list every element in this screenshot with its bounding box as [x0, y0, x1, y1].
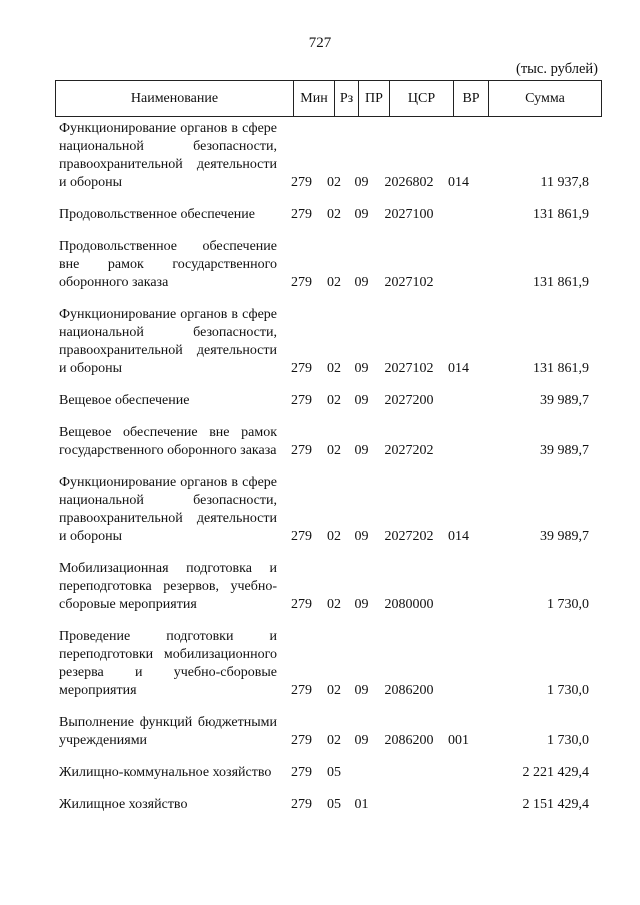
row-sum: 39 989,7 [540, 443, 589, 458]
table-row [55, 796, 601, 814]
row-vr: 001 [448, 733, 469, 748]
row-sum: 131 861,9 [533, 207, 589, 222]
row-min: 279 [291, 361, 312, 376]
row-min: 279 [291, 733, 312, 748]
row-min: 279 [291, 175, 312, 190]
row-pr: 09 [354, 683, 369, 698]
row-csr: 2027200 [384, 393, 434, 408]
row-rz: 02 [327, 733, 341, 748]
row-csr: 2086200 [384, 733, 434, 748]
table-header [55, 80, 602, 117]
units-label: (тыс. рублей) [516, 61, 598, 77]
table-row [55, 206, 601, 224]
row-sum: 1 730,0 [547, 733, 589, 748]
table-row [55, 764, 601, 782]
row-sum: 39 989,7 [540, 529, 589, 544]
page-number: 727 [308, 35, 332, 51]
row-rz: 02 [327, 529, 341, 544]
row-name: Вещевое обеспечение вне рамок государственного оборонного заказа [59, 425, 277, 458]
row-min: 279 [291, 597, 312, 612]
row-rz: 02 [327, 175, 341, 190]
row-name: Вещевое обеспечение [59, 393, 190, 408]
header-name: Наименование [56, 81, 294, 117]
row-rz: 02 [327, 361, 341, 376]
row-sum: 39 989,7 [540, 393, 589, 408]
row-name: Мобилизационная подготовка и переподготовка резервов, учебно-сборовые мероприятия [59, 561, 277, 612]
row-vr: 014 [448, 529, 469, 544]
row-csr: 2027100 [384, 207, 434, 222]
table-row [55, 120, 601, 192]
row-csr: 2027202 [384, 529, 434, 544]
row-pr: 09 [354, 275, 369, 290]
row-csr: 2026802 [384, 175, 434, 190]
row-pr: 09 [354, 207, 369, 222]
row-rz: 02 [327, 597, 341, 612]
header-csr: ЦСР [390, 81, 454, 117]
header-pr: ПР [359, 81, 390, 117]
row-min: 279 [291, 443, 312, 458]
table-row [55, 392, 601, 410]
row-csr: 2027102 [384, 361, 434, 376]
row-name: Жилищное хозяйство [59, 797, 188, 812]
table-body [55, 120, 601, 828]
row-rz: 05 [327, 797, 341, 812]
row-min: 279 [291, 275, 312, 290]
row-min: 279 [291, 683, 312, 698]
row-rz: 02 [327, 207, 341, 222]
row-csr: 2080000 [384, 597, 434, 612]
table-row [55, 424, 601, 460]
table-row [55, 560, 601, 614]
table-row [55, 238, 601, 292]
row-pr: 01 [354, 797, 369, 812]
row-csr: 2027102 [384, 275, 434, 290]
row-min: 279 [291, 393, 312, 408]
row-min: 279 [291, 765, 312, 780]
table-row [55, 306, 601, 378]
table-row [55, 628, 601, 700]
header-vr: ВР [454, 81, 489, 117]
row-min: 279 [291, 797, 312, 812]
row-rz: 02 [327, 683, 341, 698]
row-pr: 09 [354, 393, 369, 408]
row-name: Функционирование органов в сфере национальной безопасности, правоохранительной деятельности и обороны [59, 475, 277, 544]
row-sum: 131 861,9 [533, 275, 589, 290]
row-vr: 014 [448, 361, 469, 376]
row-csr: 2027202 [384, 443, 434, 458]
row-min: 279 [291, 207, 312, 222]
row-sum: 11 937,8 [540, 175, 589, 190]
row-pr: 09 [354, 361, 369, 376]
table-row [55, 474, 601, 546]
row-pr: 09 [354, 733, 369, 748]
header-sum: Сумма [489, 81, 602, 117]
row-pr: 09 [354, 175, 369, 190]
row-pr: 09 [354, 443, 369, 458]
row-min: 279 [291, 529, 312, 544]
row-name: Продовольственное обеспечение вне рамок государственного оборонного заказа [59, 239, 277, 290]
table-row [55, 714, 601, 750]
row-name: Функционирование органов в сфере национальной безопасности, правоохранительной деятельности и обороны [59, 307, 277, 376]
row-sum: 1 730,0 [547, 597, 589, 612]
row-vr: 014 [448, 175, 469, 190]
row-rz: 05 [327, 765, 341, 780]
row-rz: 02 [327, 393, 341, 408]
row-rz: 02 [327, 443, 341, 458]
header-rz: Рз [335, 81, 359, 117]
row-sum: 1 730,0 [547, 683, 589, 698]
row-sum: 131 861,9 [533, 361, 589, 376]
row-name: Жилищно-коммунальное хозяйство [59, 765, 272, 780]
row-sum: 2 151 429,4 [522, 797, 589, 812]
row-rz: 02 [327, 275, 341, 290]
row-pr: 09 [354, 597, 369, 612]
header-min: Мин [294, 81, 335, 117]
row-name: Функционирование органов в сфере национальной безопасности, правоохранительной деятельности и обороны [59, 121, 277, 190]
row-name: Выполнение функций бюджетными учреждениями [59, 715, 277, 748]
row-sum: 2 221 429,4 [522, 765, 589, 780]
row-pr: 09 [354, 529, 369, 544]
row-name: Проведение подготовки и переподготовки мобилизационного резерва и учебно-сборовые мероприятия [59, 629, 277, 698]
row-name: Продовольственное обеспечение [59, 207, 255, 222]
row-csr: 2086200 [384, 683, 434, 698]
